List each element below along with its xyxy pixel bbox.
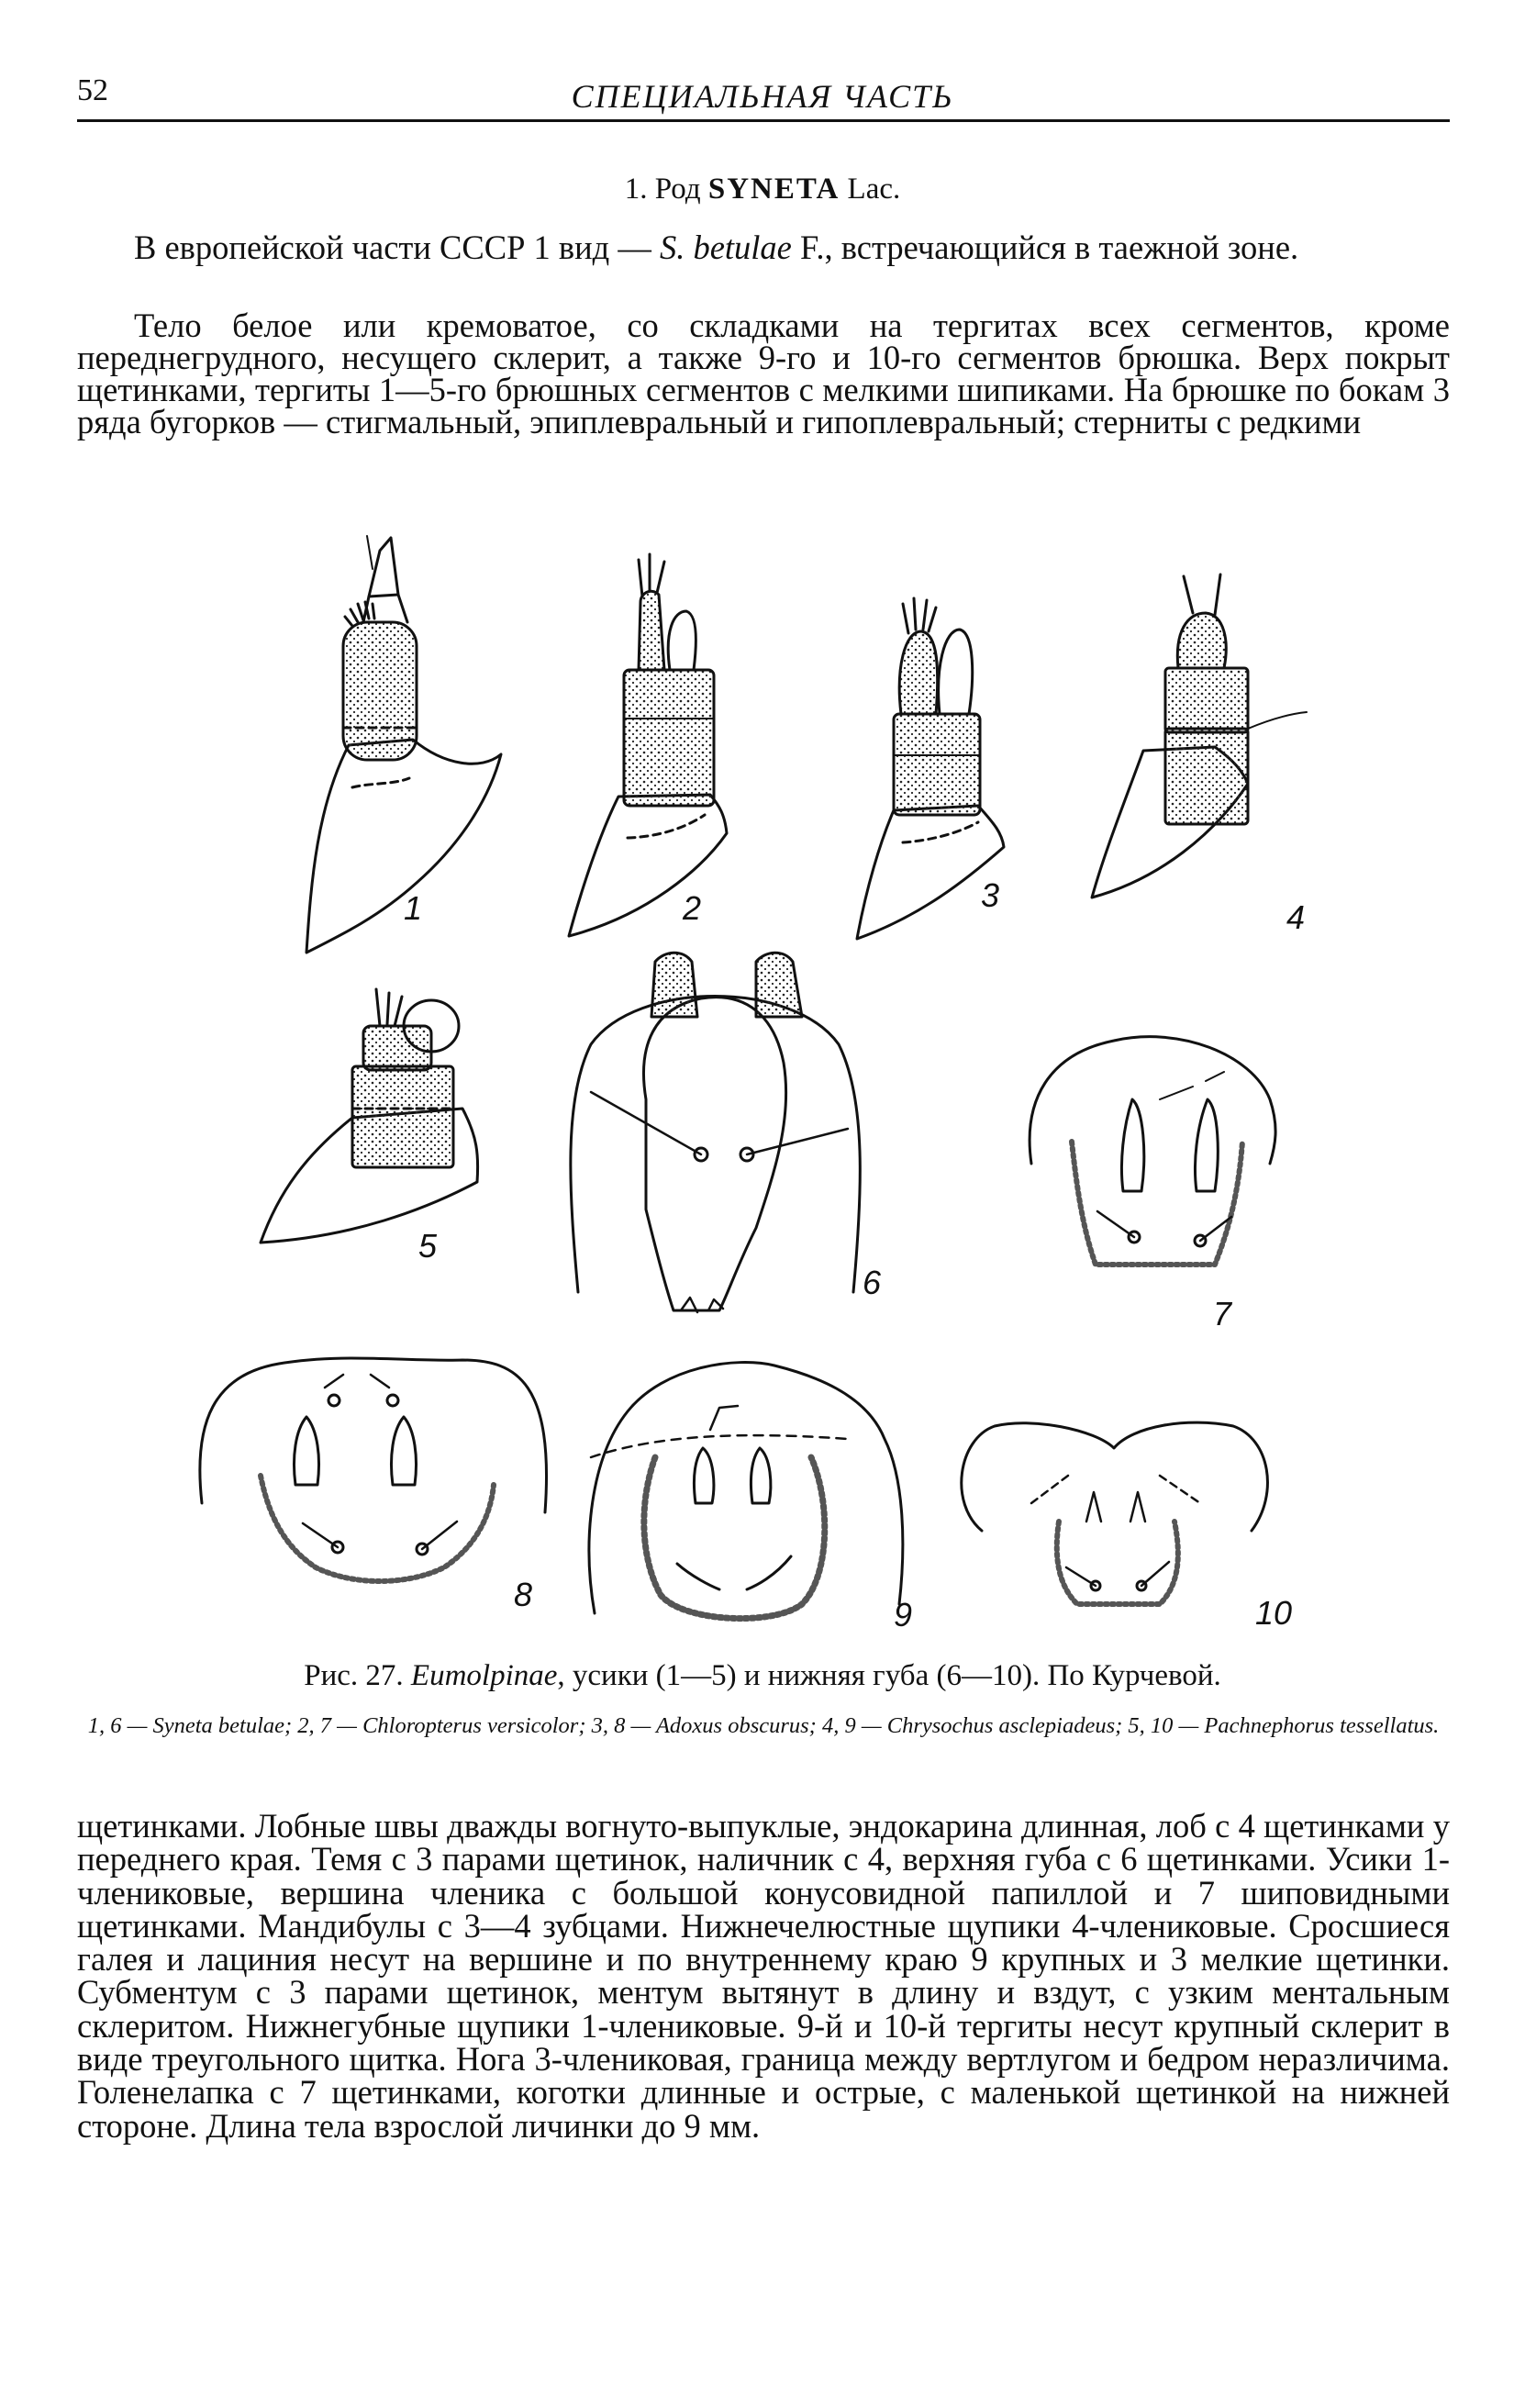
panel-label-8: 8 [514,1576,533,1613]
section-title [0,173,1525,206]
figure-27 [77,530,1450,1650]
section-number: 1. [624,173,648,206]
caption-text: , усики (1—5) и нижняя губа (6—10). По Курчевой. [557,1659,1221,1692]
labium-drawing-9 [589,1363,903,1619]
panel-label-10: 10 [1255,1594,1293,1632]
panel-label-6: 6 [863,1264,882,1301]
panel-label-5: 5 [418,1227,438,1265]
labium-drawing-10 [962,1422,1268,1604]
panel-label-3: 3 [981,876,1000,914]
header-rule [77,119,1450,122]
panel-label-2: 2 [683,889,702,927]
paragraph-body: Тело белое или кремоватое, со складками на тергитах всех сегментов, кроме переднегрудного, несущего склерит, а также 9-го и 10-го сегментов брюшка. Верх покрыт щетинками, тергиты 1—5-го брюшных сегментов с мелкими шипиками. На брюшке по бокам 3 ряда бугорков — стигмальный, эпиплевральный и гипоплевральный; стерниты с редкими [77,307,1450,440]
labium-drawing-7 [1030,1037,1275,1265]
paragraph-description: щетинками. Лобные швы дважды вогнуто-выпуклые, эндокарина длинная, лоб с 4 щетинками у переднего края. Темя с 3 парами щетинок, наличник с 4, верхняя губа с 6 щетинками. Усики 1-члениковые, вершина членика с большой конусовидной папиллой и 7 шиповидными щетинками. Мандибулы с 3—4 зубцами. Нижнечелюстные щупики 4-члениковые. Сросшиеся галея и лациния несут на вершине и по внутреннему краю 9 крупных и 3 мелкие щетинки. Субментум с 3 парами щетинок, ментум вытянут в длину и вздут, с узким ментальным склеритом. Нижнегубные щупики 1-члениковые. 9-й и 10-й тергиты несут крупный склерит в виде треугольного щитка. Нога 3-члениковая, граница между вертлугом и бедром неразличима. Голенелапка с 7 щетинками, коготки длинные и острые, с маленькой щетинкой на нижней стороне. Длина тела взрослой личинки до 9 мм. [77,1807,1450,2145]
panel-label-9: 9 [894,1596,913,1633]
figure-caption [0,1659,1525,1693]
caption-taxon: Eumolpinae [410,1659,558,1692]
figure-drawing [77,530,1450,1650]
section-word: Род [654,173,701,206]
section-genus: SYNETA [707,173,840,206]
panel-label-1: 1 [404,889,423,927]
running-head: СПЕЦИАЛЬНАЯ ЧАСТЬ [571,78,954,115]
paragraph-intro-after: F., встречающийся в таежной зоне. [791,229,1299,266]
antenna-drawing-5 [261,989,478,1243]
antenna-drawing-4 [1092,574,1307,897]
labium-drawing-6 [571,953,861,1312]
paragraph-intro [77,229,1450,266]
caption-prefix: Рис. 27. [304,1659,404,1692]
section-author: Lac. [847,173,901,206]
panel-label-7: 7 [1213,1295,1232,1332]
labium-drawing-8 [200,1358,547,1581]
species-name: S. betulae [659,229,792,266]
paragraph-intro-before: В европейской части СССР 1 вид — [134,229,660,266]
panel-label-4: 4 [1286,898,1306,936]
page-number: 52 [77,73,108,107]
figure-legend: 1, 6 — Syneta betulae; 2, 7 — Chloropterus versicolor; 3, 8 — Adoxus obscurus; 4, 9 — Chrysochus asclepiadeus; 5, 10 — Pachnephorus tessellatus. [87,1713,1440,1738]
antenna-drawing-2 [569,554,727,936]
